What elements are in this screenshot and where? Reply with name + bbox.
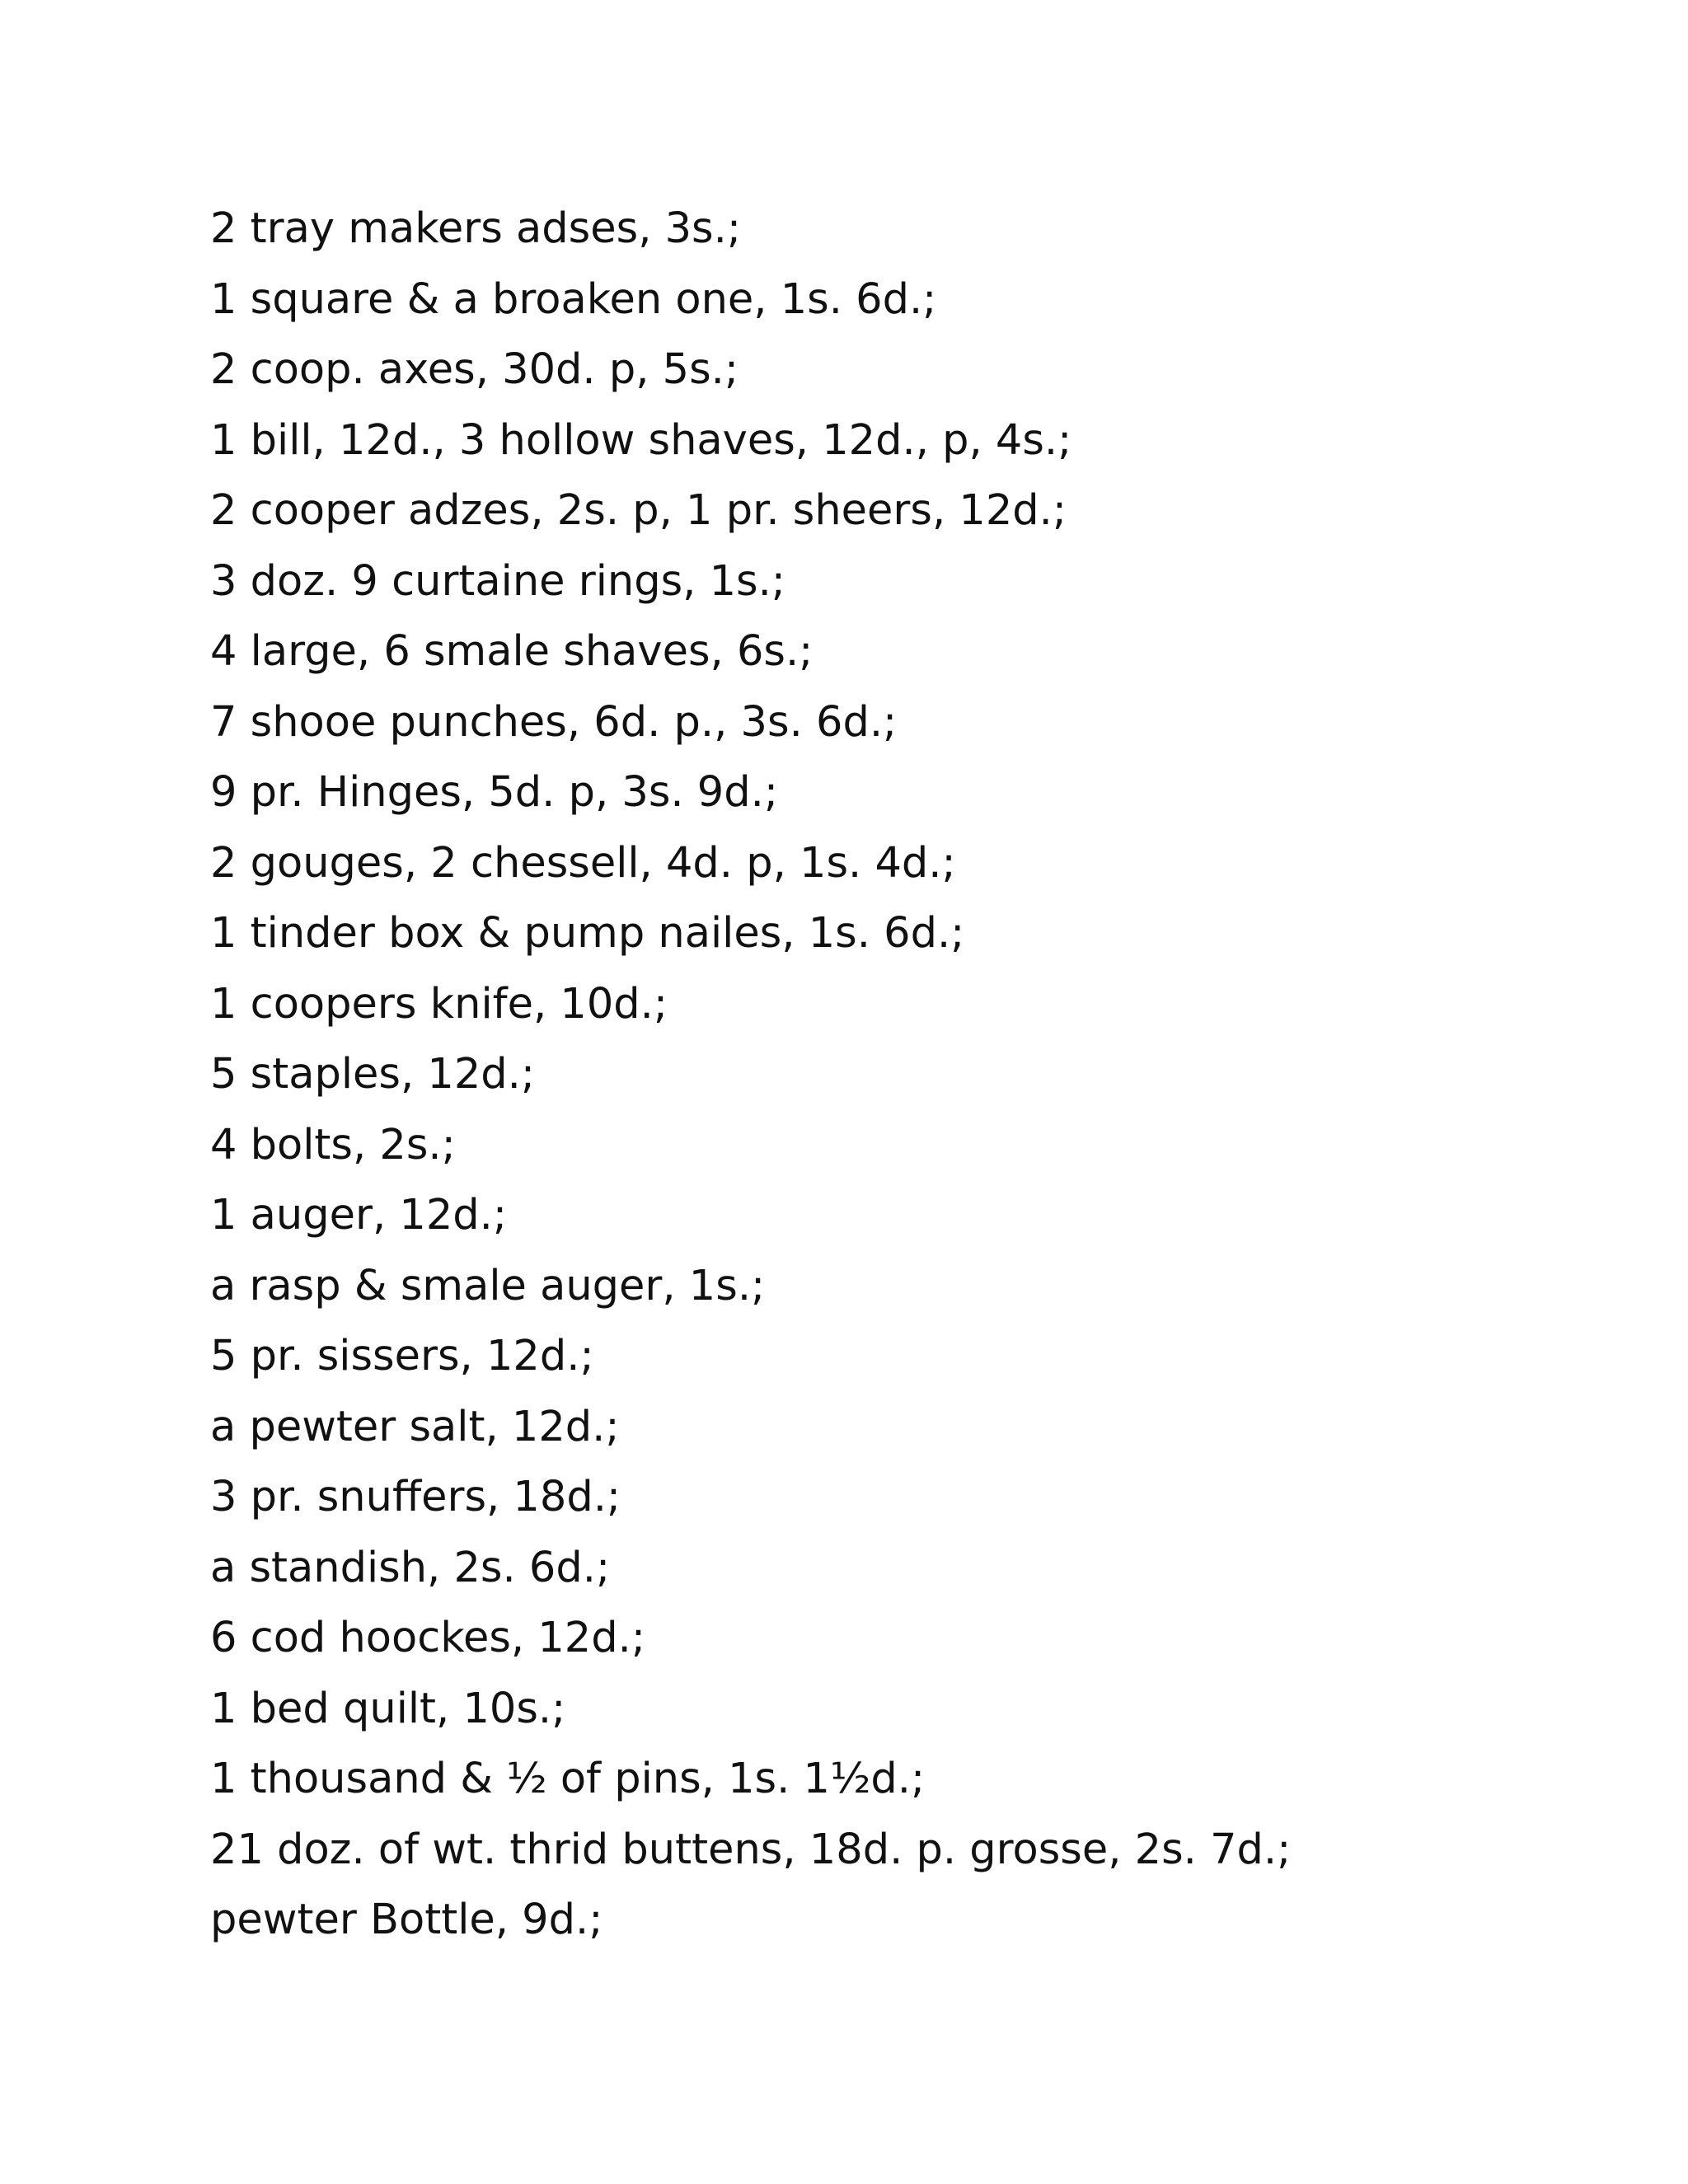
inventory-entry: 1 coopers knife, 10d.;: [210, 979, 668, 1029]
inventory-entry: 2 coop. axes, 30d. p, 5s.;: [210, 345, 739, 394]
inventory-entry: 1 auger, 12d.;: [210, 1191, 508, 1240]
inventory-list: [210, 194, 1291, 1956]
inventory-entry: a pewter salt, 12d.;: [210, 1402, 620, 1451]
inventory-entry: 5 staples, 12d.;: [210, 1050, 536, 1099]
inventory-entry: 1 bed quilt, 10s.;: [210, 1684, 566, 1733]
inventory-entry: 6 cod hoockes, 12d.;: [210, 1614, 646, 1662]
inventory-entry: 2 tray makers adses, 3s.;: [210, 204, 742, 253]
inventory-entry: 2 gouges, 2 chessell, 4d. p, 1s. 4d.;: [210, 838, 956, 888]
inventory-entry: 1 tinder box & pump nailes, 1s. 6d.;: [210, 909, 965, 958]
inventory-entry: 21 doz. of wt. thrid buttens, 18d. p. grosse, 2s. 7d.;: [210, 1825, 1292, 1874]
inventory-entry: 2 cooper adzes, 2s. p, 1 pr. sheers, 12d.;: [210, 486, 1067, 535]
inventory-entry: a standish, 2s. 6d.;: [210, 1543, 611, 1592]
inventory-entry: 1 bill, 12d., 3 hollow shaves, 12d., p, 4s.;: [210, 415, 1072, 465]
inventory-entry: 3 doz. 9 curtaine rings, 1s.;: [210, 556, 785, 606]
inventory-entry: 3 pr. snuffers, 18d.;: [210, 1473, 621, 1521]
inventory-entry: a rasp & smale auger, 1s.;: [210, 1261, 766, 1310]
inventory-entry: 7 shooe punches, 6d. p., 3s. 6d.;: [210, 697, 898, 747]
inventory-entry: 9 pr. Hinges, 5d. p, 3s. 9d.;: [210, 768, 779, 817]
inventory-entry: 4 large, 6 smale shaves, 6s.;: [210, 627, 814, 676]
inventory-entry: 4 bolts, 2s.;: [210, 1120, 456, 1169]
inventory-entry: 1 thousand & ½ of pins, 1s. 1½d.;: [210, 1755, 926, 1803]
inventory-entry: 5 pr. sissers, 12d.;: [210, 1332, 594, 1380]
inventory-entry: 1 square & a broaken one, 1s. 6d.;: [210, 274, 937, 324]
inventory-entry: pewter Bottle, 9d.;: [210, 1896, 603, 1944]
